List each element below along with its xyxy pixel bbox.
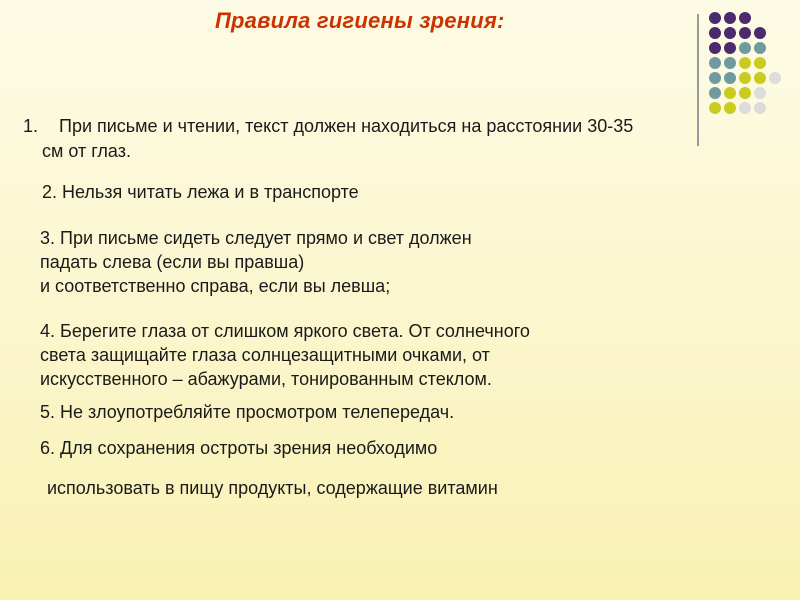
decorative-dot xyxy=(724,12,736,24)
slide-title: Правила гигиены зрения: xyxy=(215,8,505,33)
rule-1-number: 1. xyxy=(23,116,39,136)
decorative-dot xyxy=(724,72,736,84)
decorative-dot xyxy=(754,72,766,84)
decorative-dot xyxy=(739,27,751,39)
decorative-dot xyxy=(739,57,751,69)
decorative-dot xyxy=(709,42,721,54)
decorative-dot xyxy=(754,87,766,99)
decorative-dot xyxy=(739,42,751,54)
rule-3-line-2: падать слева (если вы правша) xyxy=(40,252,305,272)
rule-4-line-2: света защищайте глаза солнцезащитными очками, от xyxy=(40,345,490,365)
decorative-dot xyxy=(739,12,751,24)
decorative-dot xyxy=(709,87,721,99)
decorative-dot xyxy=(724,27,736,39)
decorative-dot xyxy=(769,72,781,84)
decorative-dot xyxy=(754,57,766,69)
decorative-dot xyxy=(754,102,766,114)
decorative-dot xyxy=(739,72,751,84)
decorative-dot xyxy=(709,12,721,24)
decorative-dot xyxy=(724,42,736,54)
decorative-dot-grid xyxy=(709,12,800,116)
rule-4-line-3: искусственного – абажурами, тонированным стеклом. xyxy=(40,369,492,389)
rule-3-line-3: и соответственно справа, если вы левша; xyxy=(40,276,391,296)
decorative-dot xyxy=(739,87,751,99)
decorative-dot xyxy=(724,102,736,114)
decorative-dot xyxy=(724,57,736,69)
rule-2: 2. Нельзя читать лежа и в транспорте xyxy=(42,182,359,202)
decorative-divider-line xyxy=(697,14,699,146)
decorative-dot xyxy=(709,27,721,39)
decorative-dot xyxy=(739,102,751,114)
rule-6-line-1: 6. Для сохранения остроты зрения необходимо xyxy=(40,438,438,458)
decorative-dot xyxy=(724,87,736,99)
rule-1-line-1: При письме и чтении, текст должен находиться на расстоянии 30-35 xyxy=(59,116,634,136)
decorative-dot xyxy=(754,42,766,54)
decorative-dot xyxy=(754,27,766,39)
rule-4 xyxy=(40,319,530,391)
decorative-dot xyxy=(709,57,721,69)
rule-1-line-2: см от глаз. xyxy=(42,141,131,161)
decorative-dot xyxy=(709,102,721,114)
rule-4-line-1: 4. Берегите глаза от слишком яркого света. От солнечного xyxy=(40,321,530,341)
rule-5: 5. Не злоупотребляйте просмотром телепередач. xyxy=(40,402,455,422)
decorative-dot xyxy=(709,72,721,84)
rule-3 xyxy=(40,226,472,298)
rule-3-line-1: 3. При письме сидеть следует прямо и свет должен xyxy=(40,228,472,248)
rule-6-line-2: использовать в пищу продукты, содержащие витамин xyxy=(47,478,498,498)
